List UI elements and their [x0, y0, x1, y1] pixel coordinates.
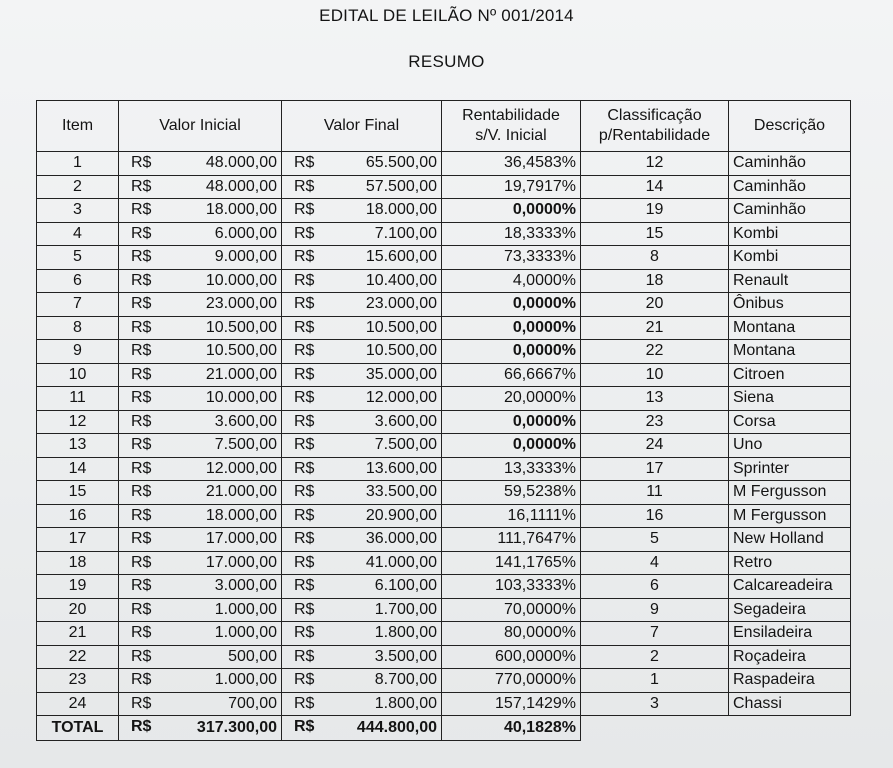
money-value: 1.000,00 — [214, 671, 277, 689]
cell-item: 8 — [37, 316, 119, 340]
cell-valor-inicial — [119, 669, 282, 693]
currency-symbol: R$ — [294, 718, 315, 735]
currency-symbol: R$ — [131, 718, 152, 735]
money-value: 18.000,00 — [365, 201, 437, 219]
cell-valor-final — [282, 152, 442, 176]
cell-classificacao: 8 — [581, 246, 729, 270]
currency-symbol: R$ — [131, 506, 152, 524]
cell-item: 24 — [37, 692, 119, 716]
document-subtitle: RESUMO — [408, 52, 485, 71]
currency-symbol: R$ — [294, 412, 315, 430]
money-value: 65.500,00 — [365, 154, 437, 172]
cell-valor-inicial — [119, 340, 282, 364]
header-rentabilidade — [442, 101, 581, 152]
table-row — [37, 410, 851, 434]
money-value: 1.800,00 — [374, 694, 437, 712]
table-row — [37, 199, 851, 223]
currency-symbol: R$ — [294, 694, 315, 712]
cell-classificacao: 1 — [581, 669, 729, 693]
cell-descricao: Ensiladeira — [729, 622, 851, 646]
header-rentabilidade-line2: s/V. Inicial — [475, 127, 547, 144]
cell-rentabilidade: 770,0000% — [442, 669, 581, 693]
table-row — [37, 175, 851, 199]
money-value: 10.500,00 — [365, 342, 437, 360]
money-value: 7.500,00 — [374, 436, 437, 454]
cell-descricao: Chassi — [729, 692, 851, 716]
table-row — [37, 222, 851, 246]
cell-item: 4 — [37, 222, 119, 246]
cell-valor-inicial — [119, 504, 282, 528]
cell-classificacao: 24 — [581, 434, 729, 458]
currency-symbol: R$ — [294, 201, 315, 218]
currency-symbol: R$ — [294, 624, 315, 641]
header-valor-inicial: Valor Inicial — [119, 101, 282, 152]
currency-symbol: R$ — [294, 506, 315, 524]
cell-descricao: Raspadeira — [729, 669, 851, 693]
total-rentabilidade: 40,1828% — [442, 716, 581, 741]
cell-classificacao: 16 — [581, 504, 729, 528]
cell-descricao: Montana — [729, 340, 851, 364]
currency-symbol: R$ — [131, 600, 152, 618]
money-value: 13.600,00 — [365, 459, 437, 477]
money-value: 36.000,00 — [365, 530, 437, 548]
cell-valor-final — [282, 387, 442, 411]
cell-item: 6 — [37, 269, 119, 293]
currency-symbol: R$ — [131, 647, 152, 665]
currency-symbol: R$ — [131, 177, 152, 195]
money-value: 444.800,00 — [356, 719, 437, 736]
money-value: 317.300,00 — [196, 719, 277, 736]
cell-item: 10 — [37, 363, 119, 387]
cell-descricao: Sprinter — [729, 457, 851, 481]
cell-rentabilidade: 36,4583% — [442, 152, 581, 176]
money-value: 1.000,00 — [214, 624, 277, 642]
table-row — [37, 316, 851, 340]
currency-symbol: R$ — [131, 295, 152, 312]
money-value: 48.000,00 — [205, 154, 277, 172]
currency-symbol: R$ — [131, 248, 152, 265]
currency-symbol: R$ — [131, 154, 152, 171]
cell-valor-final — [282, 528, 442, 552]
cell-classificacao: 17 — [581, 457, 729, 481]
currency-symbol: R$ — [294, 295, 315, 312]
currency-symbol: R$ — [131, 459, 152, 477]
cell-descricao: Renault — [729, 269, 851, 293]
cell-rentabilidade: 16,1111% — [442, 504, 581, 528]
money-value: 10.000,00 — [205, 389, 277, 407]
money-value: 48.000,00 — [205, 177, 277, 195]
header-valor-final: Valor Final — [282, 101, 442, 152]
cell-item: 15 — [37, 481, 119, 505]
table-row — [37, 269, 851, 293]
cell-valor-inicial — [119, 551, 282, 575]
cell-classificacao: 15 — [581, 222, 729, 246]
cell-valor-inicial — [119, 575, 282, 599]
table-row — [37, 434, 851, 458]
table-row — [37, 246, 851, 270]
cell-rentabilidade: 0,0000% — [442, 199, 581, 223]
cell-rentabilidade: 80,0000% — [442, 622, 581, 646]
cell-item: 7 — [37, 293, 119, 317]
currency-symbol: R$ — [294, 365, 315, 383]
header-classificacao-line1: Classificação — [607, 107, 702, 124]
money-value: 7.500,00 — [214, 436, 277, 454]
table-row — [37, 363, 851, 387]
cell-rentabilidade: 13,3333% — [442, 457, 581, 481]
currency-symbol: R$ — [131, 694, 152, 712]
cell-item: 11 — [37, 387, 119, 411]
currency-symbol: R$ — [131, 389, 152, 406]
cell-descricao: Calcareadeira — [729, 575, 851, 599]
table-row — [37, 598, 851, 622]
cell-rentabilidade: 157,1429% — [442, 692, 581, 716]
cell-descricao: Caminhão — [729, 175, 851, 199]
cell-valor-inicial — [119, 457, 282, 481]
cell-rentabilidade: 0,0000% — [442, 340, 581, 364]
cell-valor-inicial — [119, 246, 282, 270]
currency-symbol: R$ — [131, 365, 152, 383]
cell-valor-final — [282, 692, 442, 716]
cell-descricao: Ônibus — [729, 293, 851, 317]
cell-descricao: Segadeira — [729, 598, 851, 622]
cell-valor-inicial — [119, 645, 282, 669]
cell-valor-final — [282, 551, 442, 575]
cell-valor-final — [282, 269, 442, 293]
currency-symbol: R$ — [294, 342, 315, 359]
cell-valor-final — [282, 457, 442, 481]
table-row — [37, 551, 851, 575]
currency-symbol: R$ — [131, 201, 152, 218]
cell-classificacao: 13 — [581, 387, 729, 411]
currency-symbol: R$ — [131, 436, 152, 453]
cell-valor-inicial — [119, 293, 282, 317]
currency-symbol: R$ — [131, 271, 152, 289]
money-value: 21.000,00 — [205, 365, 277, 383]
cell-descricao: New Holland — [729, 528, 851, 552]
money-value: 57.500,00 — [365, 177, 437, 195]
cell-descricao: Uno — [729, 434, 851, 458]
cell-rentabilidade: 66,6667% — [442, 363, 581, 387]
cell-classificacao: 12 — [581, 152, 729, 176]
money-value: 1.700,00 — [374, 600, 437, 618]
cell-classificacao: 9 — [581, 598, 729, 622]
cell-descricao: M Fergusson — [729, 504, 851, 528]
money-value: 33.500,00 — [365, 483, 437, 501]
cell-item: 16 — [37, 504, 119, 528]
cell-classificacao: 6 — [581, 575, 729, 599]
cell-valor-final — [282, 340, 442, 364]
money-value: 3.500,00 — [374, 647, 437, 665]
currency-symbol: R$ — [131, 318, 152, 336]
currency-symbol: R$ — [294, 389, 315, 406]
cell-rentabilidade: 600,0000% — [442, 645, 581, 669]
currency-symbol: R$ — [131, 671, 152, 688]
cell-valor-final — [282, 598, 442, 622]
money-value: 1.800,00 — [374, 624, 437, 642]
currency-symbol: R$ — [294, 224, 315, 242]
cell-rentabilidade: 19,7917% — [442, 175, 581, 199]
table-row — [37, 622, 851, 646]
cell-valor-inicial — [119, 692, 282, 716]
document-title: EDITAL DE LEILÃO Nº 001/2014 — [319, 6, 574, 25]
cell-valor-final — [282, 222, 442, 246]
cell-valor-inicial — [119, 316, 282, 340]
table-header-row — [37, 101, 851, 152]
total-row — [37, 716, 851, 741]
cell-valor-inicial — [119, 528, 282, 552]
cell-descricao: Caminhão — [729, 199, 851, 223]
money-value: 17.000,00 — [205, 530, 277, 548]
cell-descricao: M Fergusson — [729, 481, 851, 505]
cell-rentabilidade: 141,1765% — [442, 551, 581, 575]
money-value: 10.000,00 — [205, 271, 277, 289]
currency-symbol: R$ — [131, 530, 152, 547]
currency-symbol: R$ — [294, 177, 315, 195]
money-value: 1.000,00 — [214, 600, 277, 618]
cell-item: 17 — [37, 528, 119, 552]
cell-item: 14 — [37, 457, 119, 481]
money-value: 15.600,00 — [365, 248, 437, 266]
cell-valor-final — [282, 575, 442, 599]
cell-rentabilidade: 0,0000% — [442, 293, 581, 317]
currency-symbol: R$ — [294, 483, 315, 500]
currency-symbol: R$ — [131, 553, 152, 571]
cell-item: 23 — [37, 669, 119, 693]
table-row — [37, 692, 851, 716]
currency-symbol: R$ — [294, 577, 315, 594]
cell-descricao: Roçadeira — [729, 645, 851, 669]
cell-valor-inicial — [119, 387, 282, 411]
currency-symbol: R$ — [294, 318, 315, 336]
table-row — [37, 528, 851, 552]
header-rentabilidade-line1: Rentabilidade — [462, 107, 560, 124]
cell-valor-final — [282, 316, 442, 340]
cell-valor-inicial — [119, 410, 282, 434]
cell-rentabilidade: 73,3333% — [442, 246, 581, 270]
cell-valor-final — [282, 434, 442, 458]
cell-valor-final — [282, 293, 442, 317]
cell-item: 2 — [37, 175, 119, 199]
table-body — [37, 152, 851, 741]
cell-item: 22 — [37, 645, 119, 669]
total-label: TOTAL — [37, 716, 119, 741]
money-value: 12.000,00 — [365, 389, 437, 407]
money-value: 3.600,00 — [374, 412, 437, 430]
cell-descricao: Corsa — [729, 410, 851, 434]
total-blank-descricao — [729, 716, 851, 741]
money-value: 6.100,00 — [374, 577, 437, 595]
cell-valor-inicial — [119, 363, 282, 387]
cell-valor-inicial — [119, 481, 282, 505]
cell-valor-inicial — [119, 622, 282, 646]
currency-symbol: R$ — [294, 647, 315, 665]
cell-classificacao: 21 — [581, 316, 729, 340]
cell-item: 19 — [37, 575, 119, 599]
cell-rentabilidade: 0,0000% — [442, 410, 581, 434]
cell-classificacao: 14 — [581, 175, 729, 199]
money-value: 10.500,00 — [205, 342, 277, 360]
cell-valor-final — [282, 669, 442, 693]
table-row — [37, 669, 851, 693]
cell-rentabilidade: 0,0000% — [442, 434, 581, 458]
money-value: 10.500,00 — [365, 318, 437, 336]
cell-valor-inicial — [119, 269, 282, 293]
currency-symbol: R$ — [294, 436, 315, 453]
table-row — [37, 575, 851, 599]
table-row — [37, 645, 851, 669]
cell-classificacao: 18 — [581, 269, 729, 293]
currency-symbol: R$ — [294, 271, 315, 289]
money-value: 6.000,00 — [214, 224, 277, 242]
currency-symbol: R$ — [294, 671, 315, 688]
cell-rentabilidade: 0,0000% — [442, 316, 581, 340]
money-value: 10.500,00 — [205, 318, 277, 336]
cell-rentabilidade: 4,0000% — [442, 269, 581, 293]
header-descricao: Descrição — [729, 101, 851, 152]
header-classificacao — [581, 101, 729, 152]
cell-valor-final — [282, 199, 442, 223]
header-item: Item — [37, 101, 119, 152]
table-row — [37, 481, 851, 505]
money-value: 21.000,00 — [205, 483, 277, 501]
money-value: 9.000,00 — [214, 248, 277, 266]
cell-descricao: Citroen — [729, 363, 851, 387]
cell-descricao: Caminhão — [729, 152, 851, 176]
currency-symbol: R$ — [294, 530, 315, 547]
currency-symbol: R$ — [294, 459, 315, 477]
total-valor-final — [282, 716, 442, 741]
cell-valor-final — [282, 645, 442, 669]
cell-classificacao: 7 — [581, 622, 729, 646]
cell-item: 13 — [37, 434, 119, 458]
cell-classificacao: 22 — [581, 340, 729, 364]
cell-valor-final — [282, 481, 442, 505]
table-row — [37, 293, 851, 317]
money-value: 3.000,00 — [214, 577, 277, 595]
cell-valor-final — [282, 246, 442, 270]
cell-item: 1 — [37, 152, 119, 176]
cell-rentabilidade: 103,3333% — [442, 575, 581, 599]
cell-rentabilidade: 59,5238% — [442, 481, 581, 505]
money-value: 18.000,00 — [205, 506, 277, 524]
cell-classificacao: 23 — [581, 410, 729, 434]
cell-classificacao: 3 — [581, 692, 729, 716]
money-value: 23.000,00 — [205, 295, 277, 313]
header-classificacao-line2: p/Rentabilidade — [598, 127, 711, 144]
cell-valor-final — [282, 410, 442, 434]
cell-valor-inicial — [119, 152, 282, 176]
money-value: 700,00 — [228, 694, 277, 712]
cell-item: 12 — [37, 410, 119, 434]
cell-valor-inicial — [119, 222, 282, 246]
cell-descricao: Montana — [729, 316, 851, 340]
currency-symbol: R$ — [131, 577, 152, 594]
cell-valor-final — [282, 175, 442, 199]
cell-rentabilidade: 70,0000% — [442, 598, 581, 622]
cell-rentabilidade: 18,3333% — [442, 222, 581, 246]
auction-summary-table — [36, 100, 851, 741]
money-value: 23.000,00 — [365, 295, 437, 313]
cell-descricao: Siena — [729, 387, 851, 411]
cell-classificacao: 20 — [581, 293, 729, 317]
money-value: 500,00 — [228, 647, 277, 665]
cell-classificacao: 4 — [581, 551, 729, 575]
total-valor-inicial — [119, 716, 282, 741]
cell-item: 9 — [37, 340, 119, 364]
cell-descricao: Retro — [729, 551, 851, 575]
currency-symbol: R$ — [131, 342, 152, 359]
cell-item: 21 — [37, 622, 119, 646]
table-row — [37, 457, 851, 481]
money-value: 3.600,00 — [214, 412, 277, 430]
cell-classificacao: 11 — [581, 481, 729, 505]
cell-item: 18 — [37, 551, 119, 575]
currency-symbol: R$ — [131, 224, 152, 242]
currency-symbol: R$ — [131, 624, 152, 641]
cell-valor-final — [282, 622, 442, 646]
cell-item: 5 — [37, 246, 119, 270]
currency-symbol: R$ — [294, 154, 315, 171]
currency-symbol: R$ — [131, 412, 152, 430]
money-value: 20.900,00 — [365, 506, 437, 524]
currency-symbol: R$ — [131, 483, 152, 500]
currency-symbol: R$ — [294, 248, 315, 265]
cell-classificacao: 5 — [581, 528, 729, 552]
table-row — [37, 340, 851, 364]
cell-classificacao: 2 — [581, 645, 729, 669]
table-row — [37, 504, 851, 528]
cell-rentabilidade: 20,0000% — [442, 387, 581, 411]
cell-valor-inicial — [119, 598, 282, 622]
cell-classificacao: 19 — [581, 199, 729, 223]
money-value: 12.000,00 — [205, 459, 277, 477]
money-value: 7.100,00 — [374, 224, 437, 242]
cell-valor-final — [282, 504, 442, 528]
table-row — [37, 387, 851, 411]
cell-valor-inicial — [119, 175, 282, 199]
table-row — [37, 152, 851, 176]
cell-descricao: Kombi — [729, 246, 851, 270]
cell-valor-final — [282, 363, 442, 387]
cell-item: 20 — [37, 598, 119, 622]
currency-symbol: R$ — [294, 553, 315, 571]
money-value: 41.000,00 — [365, 553, 437, 571]
money-value: 8.700,00 — [374, 671, 437, 689]
money-value: 18.000,00 — [205, 201, 277, 219]
cell-rentabilidade: 111,7647% — [442, 528, 581, 552]
cell-valor-inicial — [119, 434, 282, 458]
money-value: 10.400,00 — [365, 271, 437, 289]
total-blank-classificacao — [581, 716, 729, 741]
cell-valor-inicial — [119, 199, 282, 223]
cell-descricao: Kombi — [729, 222, 851, 246]
money-value: 35.000,00 — [365, 365, 437, 383]
cell-classificacao: 10 — [581, 363, 729, 387]
cell-item: 3 — [37, 199, 119, 223]
money-value: 17.000,00 — [205, 553, 277, 571]
currency-symbol: R$ — [294, 600, 315, 618]
